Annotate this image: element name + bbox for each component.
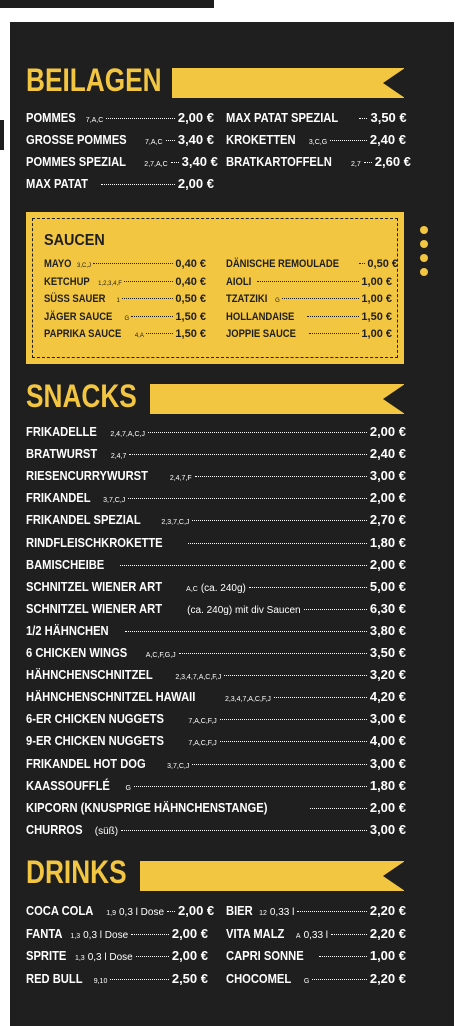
item-price: 2,00 € xyxy=(171,948,208,963)
item-name: BRATKARTOFFELN xyxy=(226,154,332,169)
allergen-codes: 3,C,G xyxy=(308,139,328,146)
item-name: SCHNITZEL WIENER ART xyxy=(26,600,163,616)
allergen-codes: 1,2,3,4,F xyxy=(98,280,122,287)
menu-item xyxy=(26,800,406,815)
menu-item xyxy=(26,601,406,616)
allergen-codes: 7,A,C,F,J xyxy=(188,740,217,748)
menu-item xyxy=(226,154,411,169)
allergen-codes: A xyxy=(295,932,301,940)
item-name: GROSSE POMMES xyxy=(26,132,127,147)
decor-dot xyxy=(420,240,428,248)
menu-item xyxy=(26,424,406,439)
dot-leader xyxy=(249,587,367,588)
menu-item xyxy=(226,948,406,963)
menu-item xyxy=(26,535,406,550)
dot-leader xyxy=(274,697,367,698)
item-name: DÄNISCHE REMOULADE xyxy=(226,258,340,270)
edge-fragment xyxy=(0,120,4,150)
item-name: POMMES xyxy=(26,110,76,125)
item-name: COCA COLA xyxy=(26,903,94,918)
dot-leader xyxy=(128,498,367,499)
item-name: FRIKADELLE xyxy=(26,424,97,439)
item-name: KROKETTEN xyxy=(226,132,296,147)
item-price: 0,40 € xyxy=(175,275,206,288)
item-name: RINDFLEISCHKROKETTE xyxy=(26,534,163,550)
item-price: 5,00 € xyxy=(369,578,406,594)
item-note: 0,33 l xyxy=(269,907,295,918)
item-name: 1/2 HÄHNCHEN xyxy=(26,622,109,638)
menu-item xyxy=(26,926,208,941)
dot-leader xyxy=(131,934,169,935)
dot-leader xyxy=(359,263,365,264)
allergen-codes: 3,7,C,J xyxy=(167,762,190,770)
menu-item xyxy=(26,645,406,660)
item-price: 2,00 € xyxy=(369,556,406,572)
item-note: 0,33 l xyxy=(303,929,329,941)
item-price: 3,40 € xyxy=(181,154,218,169)
allergen-codes: G xyxy=(125,784,131,792)
item-price: 1,00 € xyxy=(369,948,406,963)
dot-leader xyxy=(122,298,174,299)
item-price: 2,00 € xyxy=(178,903,215,918)
dot-leader xyxy=(224,675,367,676)
item-price: 2,00 € xyxy=(369,799,406,815)
item-price: 2,60 € xyxy=(374,154,411,169)
dot-leader xyxy=(167,911,175,912)
menu-item xyxy=(26,446,406,461)
item-name: HÄHNCHENSCHNITZEL HAWAII xyxy=(26,689,196,705)
item-price: 4,20 € xyxy=(369,689,406,705)
dot-leader xyxy=(331,934,367,935)
dot-leader xyxy=(330,140,367,141)
dot-leader xyxy=(110,979,169,980)
menu-item xyxy=(226,926,406,941)
item-note: (ca. 240g) xyxy=(200,582,246,594)
item-price: 3,40 € xyxy=(177,132,214,147)
menu-item xyxy=(26,778,406,793)
item-price: 1,50 € xyxy=(361,310,392,323)
item-name: RED BULL xyxy=(26,970,83,986)
menu-item xyxy=(26,154,218,169)
allergen-codes: 2,3,4,7,A,C,F,J xyxy=(175,674,222,682)
item-name: AIOLI xyxy=(226,275,252,288)
item-price: 2,50 € xyxy=(171,970,208,986)
allergen-codes: 1 xyxy=(116,298,120,304)
dot-leader xyxy=(307,316,359,317)
item-name: MAX PATAT xyxy=(26,176,88,191)
allergen-codes: 2,4,7,A,C,J xyxy=(110,431,145,438)
item-price: 2,00 € xyxy=(369,490,406,506)
menu-item xyxy=(26,733,406,748)
item-name: 6 CHICKEN WINGS xyxy=(26,645,128,660)
item-price: 3,50 € xyxy=(370,110,407,125)
item-name: MAYO xyxy=(44,258,72,270)
dot-leader xyxy=(120,565,367,566)
sauce-item xyxy=(44,311,206,323)
item-name: SPRITE xyxy=(26,948,67,963)
item-note: 0,3 l Dose xyxy=(118,907,165,918)
dot-leader xyxy=(312,979,367,980)
allergen-codes: G xyxy=(303,977,310,985)
item-name: FRIKANDEL xyxy=(26,490,91,506)
menu-item xyxy=(226,971,406,986)
sauce-item xyxy=(44,293,206,305)
dot-leader xyxy=(125,631,367,632)
item-name: KIPCORN (KNUSPRIGE HÄHNCHENSTANGE) xyxy=(26,799,268,815)
menu-item xyxy=(26,903,215,918)
item-price: 1,00 € xyxy=(361,328,392,340)
allergen-codes: 7,A,C,F,J xyxy=(188,718,217,726)
drinks-banner xyxy=(140,861,404,891)
allergen-codes: 7,A,C xyxy=(145,139,163,146)
menu-item xyxy=(26,623,406,638)
item-name: KETCHUP xyxy=(44,275,90,288)
dot-leader xyxy=(148,432,367,433)
snacks-title: SNACKS xyxy=(26,378,137,414)
menu-item xyxy=(26,512,406,527)
sauce-item xyxy=(226,276,392,288)
sauce-item xyxy=(226,293,392,305)
item-name: HÄHNCHENSCHNITZEL xyxy=(26,667,153,683)
item-name: MAX PATAT SPEZIAL xyxy=(226,110,339,125)
top-bar xyxy=(0,0,214,8)
dot-leader xyxy=(220,719,367,720)
beilagen-title: BEILAGEN xyxy=(26,62,162,98)
menu-item xyxy=(26,756,406,771)
item-note: (süß) xyxy=(94,825,119,837)
allergen-codes: 7,A,C xyxy=(85,117,104,124)
dot-leader xyxy=(195,476,367,477)
dot-leader xyxy=(309,333,359,334)
dot-leader xyxy=(220,741,367,742)
item-price: 2,00 € xyxy=(171,925,208,941)
item-note: (ca. 240g) mit div Saucen xyxy=(187,604,301,616)
dot-leader xyxy=(257,281,359,282)
item-price: 1,50 € xyxy=(175,310,206,323)
item-price: 6,30 € xyxy=(369,600,406,616)
item-price: 3,00 € xyxy=(369,821,406,837)
item-price: 2,00 € xyxy=(177,110,214,125)
dot-leader xyxy=(179,653,367,654)
item-price: 1,00 € xyxy=(361,293,392,305)
item-name: KAASSOUFFLÉ xyxy=(26,777,110,793)
menu-item xyxy=(226,132,406,147)
item-price: 1,80 € xyxy=(369,534,406,550)
item-name: BAMISCHEIBE xyxy=(26,556,105,572)
dot-leader xyxy=(282,298,360,299)
sauce-item xyxy=(44,328,206,340)
item-price: 3,50 € xyxy=(369,645,406,660)
item-price: 3,00 € xyxy=(369,755,406,771)
allergen-codes: 4,A xyxy=(134,333,144,339)
decor-dot xyxy=(420,268,428,276)
dot-leader xyxy=(93,263,173,264)
sauce-item xyxy=(44,258,206,270)
allergen-codes: 2,4,7,F xyxy=(169,475,192,483)
dot-leader xyxy=(171,162,179,163)
dot-leader xyxy=(166,140,175,141)
allergen-codes: 1,3 xyxy=(74,955,85,962)
item-price: 2,00 € xyxy=(177,176,214,191)
dot-leader xyxy=(124,281,174,282)
item-name: JÄGER SAUCE xyxy=(44,310,113,323)
menu-item xyxy=(26,176,214,191)
dot-leader xyxy=(192,520,366,521)
item-name: BIER xyxy=(226,903,253,918)
item-price: 2,40 € xyxy=(369,446,406,462)
decor-dot xyxy=(420,254,428,262)
menu-item xyxy=(26,948,208,963)
item-price: 2,70 € xyxy=(369,512,406,528)
allergen-codes: 2,7 xyxy=(351,161,361,168)
menu-item xyxy=(26,822,406,837)
allergen-codes: 2,3,7,C,J xyxy=(161,519,190,527)
menu-item xyxy=(226,110,406,125)
menu-item xyxy=(26,711,406,726)
dot-leader xyxy=(136,956,169,957)
menu-item xyxy=(26,490,406,505)
item-price: 3,00 € xyxy=(369,468,406,484)
item-name: SCHNITZEL WIENER ART xyxy=(26,578,163,594)
dot-leader xyxy=(106,118,175,119)
allergen-codes: 1,3 xyxy=(70,932,81,940)
dot-leader xyxy=(297,911,367,912)
item-name: JOPPIE SAUCE xyxy=(226,328,296,340)
item-name: FRIKANDEL HOT DOG xyxy=(26,755,146,771)
allergen-codes: 2,3,4,7,A,C,F,J xyxy=(224,696,271,704)
menu-item xyxy=(226,903,406,918)
dot-leader xyxy=(319,956,367,957)
dot-leader xyxy=(131,316,173,317)
menu-item xyxy=(26,557,406,572)
item-price: 2,00 € xyxy=(369,424,406,439)
menu-item xyxy=(26,110,214,125)
item-price: 1,00 € xyxy=(361,275,392,288)
item-price: 3,20 € xyxy=(369,667,406,683)
item-name: 9-ER CHICKEN NUGGETS xyxy=(26,733,164,749)
item-name: RIESENCURRYWURST xyxy=(26,468,148,484)
dot-leader xyxy=(121,830,367,831)
item-price: 0,50 € xyxy=(367,258,398,270)
menu-item xyxy=(26,667,406,682)
item-name: FRIKANDEL SPEZIAL xyxy=(26,512,141,528)
allergen-codes: 3,7,C,J xyxy=(103,497,126,505)
menu-item xyxy=(26,971,208,986)
dot-leader xyxy=(364,162,372,163)
item-note: 0,3 l Dose xyxy=(87,952,133,963)
allergen-codes: 2,7,A,C xyxy=(144,161,168,168)
sauce-item xyxy=(226,328,392,340)
item-name: HOLLANDAISE xyxy=(226,310,295,323)
item-name: POMMES SPEZIAL xyxy=(26,154,127,169)
item-name: 6-ER CHICKEN NUGGETS xyxy=(26,711,164,727)
dot-leader xyxy=(188,543,367,544)
item-price: 1,50 € xyxy=(175,328,206,340)
allergen-codes: 12 xyxy=(259,910,267,917)
item-price: 4,00 € xyxy=(369,733,406,749)
beilagen-banner xyxy=(172,68,404,98)
item-name: BRATWURST xyxy=(26,446,98,462)
item-price: 2,40 € xyxy=(369,132,406,147)
sauce-item xyxy=(44,276,206,288)
item-name: PAPRIKA SAUCE xyxy=(44,328,122,340)
dot-leader xyxy=(129,454,366,455)
allergen-codes: G xyxy=(124,315,130,322)
menu-item xyxy=(26,689,406,704)
menu-item xyxy=(26,468,406,483)
dot-leader xyxy=(304,609,367,610)
item-note: 0,3 l Dose xyxy=(83,929,129,941)
item-price: 3,80 € xyxy=(369,622,406,638)
dot-leader xyxy=(101,184,175,185)
item-name: CHURROS xyxy=(26,821,83,837)
item-price: 0,50 € xyxy=(175,293,206,305)
item-name: FANTA xyxy=(26,925,63,941)
allergen-codes: 1,9 xyxy=(106,910,116,917)
dot-leader xyxy=(146,333,174,334)
item-price: 2,20 € xyxy=(369,970,406,986)
snacks-banner xyxy=(150,384,404,414)
dot-leader xyxy=(359,118,367,119)
allergen-codes: A,C,F,G,J xyxy=(145,652,176,659)
dot-leader xyxy=(134,786,367,787)
allergen-codes: 9,10 xyxy=(93,977,108,985)
allergen-codes: A,C xyxy=(186,585,198,593)
item-name: SÜSS SAUER xyxy=(44,293,106,305)
drinks-title: DRINKS xyxy=(26,854,127,890)
decor-dot xyxy=(420,226,428,234)
item-price: 0,40 € xyxy=(175,258,206,270)
dot-leader xyxy=(192,764,367,765)
item-name: VITA MALZ xyxy=(226,925,285,941)
item-price: 2,20 € xyxy=(369,925,406,941)
item-name: TZATZIKI xyxy=(226,293,268,305)
allergen-codes: 2,4,7 xyxy=(110,453,127,461)
item-name: CAPRI SONNE xyxy=(226,948,304,963)
saucen-title: SAUCEN xyxy=(44,232,105,249)
menu-item xyxy=(26,132,214,147)
menu-item xyxy=(26,579,406,594)
item-price: 1,80 € xyxy=(369,777,406,793)
dot-leader xyxy=(310,808,367,809)
item-name: CHOCOMEL xyxy=(226,970,292,986)
sauce-item xyxy=(226,311,392,323)
item-price: 2,20 € xyxy=(369,903,406,918)
item-price: 3,00 € xyxy=(369,711,406,727)
allergen-codes: G xyxy=(275,298,280,304)
sauce-item xyxy=(226,258,398,270)
allergen-codes: 3,C,J xyxy=(77,263,92,269)
